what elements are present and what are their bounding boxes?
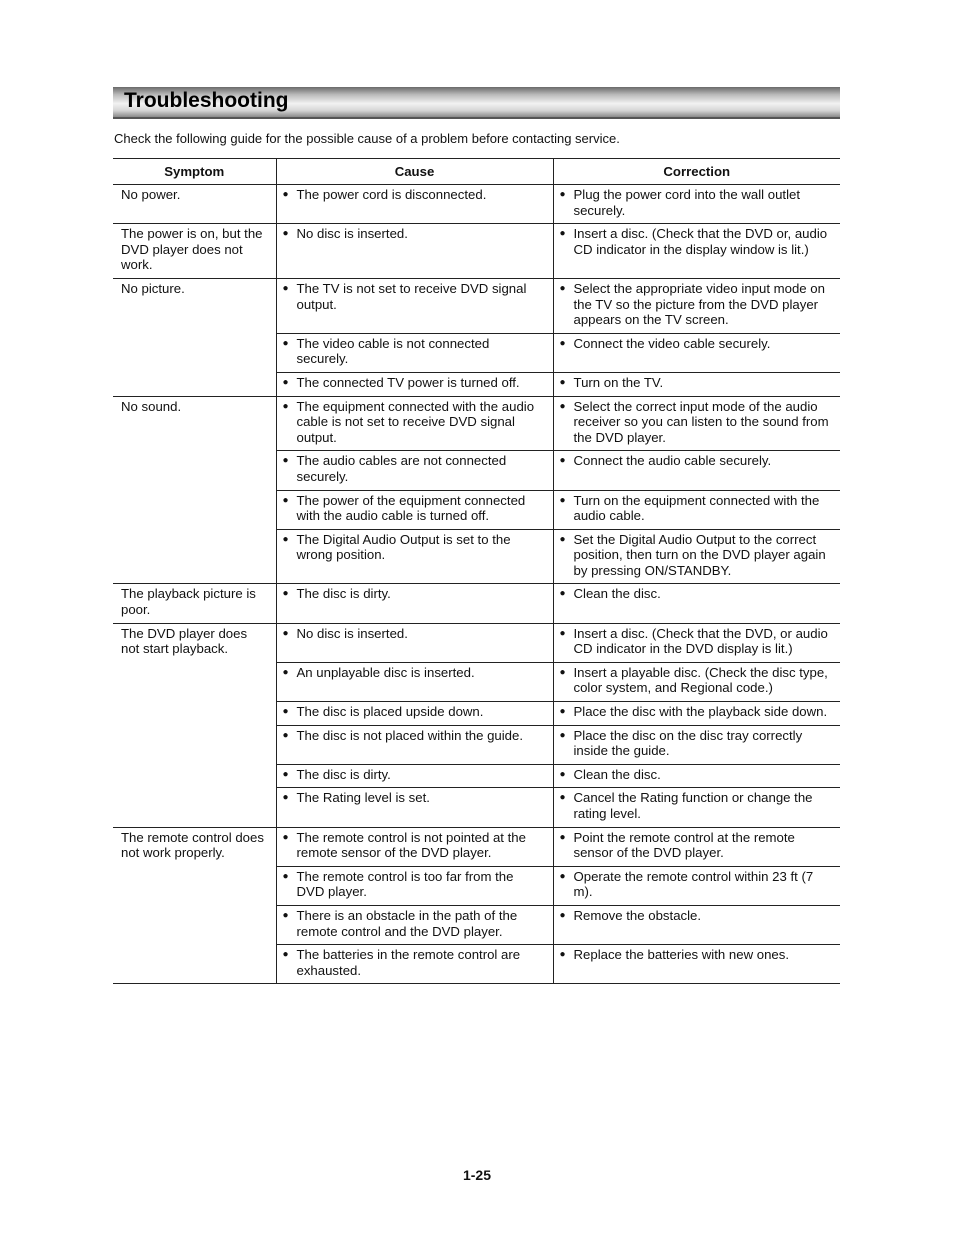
correction-text: Select the appropriate video input mode on the TV so the picture from the DVD player appears on the TV screen.: [573, 280, 825, 328]
cause-item: [283, 665, 545, 681]
table-row: [113, 278, 840, 333]
correction-item: [560, 830, 833, 861]
correction-item: [560, 704, 833, 720]
cause-text: The power of the equipment connected with the audio cable is turned off.: [296, 492, 526, 524]
cause-text: The audio cables are not connected securely.: [296, 453, 507, 484]
bullet-icon: ●: [559, 400, 566, 412]
correction-text: Cancel the Rating function or change the rating level.: [573, 790, 813, 821]
bullet-icon: ●: [282, 870, 289, 882]
cause-item: [283, 908, 545, 939]
correction-cell: [553, 529, 840, 584]
correction-text: Operate the remote control within 23 ft (7 m).: [573, 868, 814, 900]
correction-text: Insert a playable disc. (Check the disc type, color system, and Regional code.): [573, 664, 828, 696]
bullet-icon: ●: [559, 494, 566, 506]
cause-text: The disc is placed upside down.: [296, 704, 484, 720]
cause-cell: [276, 185, 553, 224]
bullet-icon: ●: [559, 729, 566, 741]
cause-text: There is an obstacle in the path of the remote control and the DVD player.: [296, 907, 518, 939]
cause-cell: [276, 584, 553, 623]
correction-text: Point the remote control at the remote sensor of the DVD player.: [573, 829, 795, 861]
cause-item: [283, 626, 545, 642]
cause-item: [283, 453, 545, 484]
cause-text: The disc is not placed within the guide.: [296, 727, 524, 743]
bullet-icon: ●: [559, 831, 566, 843]
cause-item: [283, 226, 545, 242]
table-body: [113, 185, 840, 984]
bullet-icon: ●: [559, 533, 566, 545]
correction-text: Plug the power cord into the wall outlet securely.: [573, 187, 801, 218]
bullet-icon: ●: [282, 768, 289, 780]
cause-cell: [276, 827, 553, 866]
cause-item: [283, 493, 545, 524]
cause-text: The power cord is disconnected.: [296, 187, 487, 202]
cause-cell: [276, 662, 553, 701]
cause-text: No disc is inserted.: [296, 625, 408, 641]
bullet-icon: ●: [282, 455, 289, 467]
symptom-header: Symptom: [113, 159, 276, 185]
bullet-icon: ●: [282, 588, 289, 600]
correction-text: Insert a disc. (Check that the DVD, or audio CD indicator in the DVD display is lit.): [573, 625, 828, 657]
correction-item: [560, 532, 833, 579]
bullet-icon: ●: [559, 768, 566, 780]
bullet-icon: ●: [282, 909, 289, 921]
bullet-icon: ●: [559, 337, 566, 349]
correction-cell: [553, 866, 840, 905]
cause-cell: [276, 788, 553, 827]
correction-cell: [553, 788, 840, 827]
bullet-icon: ●: [559, 627, 566, 639]
correction-cell: [553, 725, 840, 764]
correction-item: [560, 187, 833, 218]
page-title: Troubleshooting: [124, 89, 289, 112]
cause-cell: [276, 905, 553, 944]
correction-cell: [553, 584, 840, 623]
cause-cell: [276, 725, 553, 764]
bullet-icon: ●: [282, 494, 289, 506]
troubleshooting-table: [113, 158, 840, 984]
correction-cell: [553, 372, 840, 396]
correction-text: Place the disc with the playback side down.: [573, 704, 828, 720]
cause-text: The remote control is too far from the DVD player.: [296, 868, 514, 900]
cause-item: [283, 375, 545, 391]
symptom-cell: No power.: [113, 185, 276, 224]
cause-item: [283, 790, 545, 806]
correction-text: Clean the disc.: [573, 766, 661, 782]
bullet-icon: ●: [282, 706, 289, 718]
bullet-icon: ●: [559, 706, 566, 718]
correction-text: Place the disc on the disc tray correctly inside the guide.: [573, 727, 803, 759]
cause-cell: [276, 372, 553, 396]
cause-text: The disc is dirty.: [296, 586, 391, 602]
correction-cell: [553, 623, 840, 662]
table-row: [113, 584, 840, 623]
correction-item: [560, 947, 833, 963]
bullet-icon: ●: [559, 376, 566, 388]
correction-cell: [553, 278, 840, 333]
title-bar: [113, 87, 840, 119]
symptom-cell: No sound.: [113, 396, 276, 584]
correction-text: Connect the audio cable securely.: [573, 453, 772, 469]
correction-cell: [553, 333, 840, 372]
bullet-icon: ●: [282, 376, 289, 388]
correction-item: [560, 493, 833, 524]
correction-item: [560, 226, 833, 257]
correction-cell: [553, 945, 840, 984]
table-row: [113, 396, 840, 451]
correction-text: Connect the video cable securely.: [573, 335, 771, 351]
bullet-icon: ●: [282, 949, 289, 961]
cause-text: The video cable is not connected securely.: [296, 335, 490, 367]
bullet-icon: ●: [282, 228, 289, 240]
cause-cell: [276, 866, 553, 905]
cause-cell: [276, 224, 553, 279]
bullet-icon: ●: [282, 189, 289, 200]
correction-item: [560, 336, 833, 352]
correction-item: [560, 375, 833, 391]
correction-text: Turn on the TV.: [573, 374, 664, 390]
correction-header: Correction: [553, 159, 840, 185]
correction-item: [560, 728, 833, 759]
cause-cell: [276, 396, 553, 451]
bullet-icon: ●: [559, 282, 566, 294]
correction-cell: [553, 764, 840, 788]
correction-cell: [553, 490, 840, 529]
intro-text: Check the following guide for the possible cause of a problem before contacting service.: [114, 131, 620, 146]
cause-cell: [276, 278, 553, 333]
cause-cell: [276, 764, 553, 788]
correction-cell: [553, 224, 840, 279]
cause-item: [283, 187, 545, 203]
correction-text: Remove the obstacle.: [573, 907, 702, 923]
bullet-icon: ●: [559, 666, 566, 678]
correction-cell: [553, 451, 840, 490]
correction-cell: [553, 662, 840, 701]
table-row: [113, 623, 840, 662]
cause-item: [283, 281, 545, 312]
correction-item: [560, 453, 833, 469]
cause-item: [283, 704, 545, 720]
correction-text: Replace the batteries with new ones.: [573, 947, 790, 963]
bullet-icon: ●: [282, 533, 289, 545]
correction-cell: [553, 905, 840, 944]
bullet-icon: ●: [559, 909, 566, 921]
correction-cell: [553, 702, 840, 726]
cause-cell: [276, 490, 553, 529]
cause-text: No disc is inserted.: [296, 226, 408, 242]
bullet-icon: ●: [282, 831, 289, 843]
table-header-row: [113, 159, 840, 185]
bullet-icon: ●: [282, 337, 289, 349]
bullet-icon: ●: [282, 282, 289, 294]
bullet-icon: ●: [282, 627, 289, 639]
bullet-icon: ●: [559, 588, 566, 600]
correction-text: Set the Digital Audio Output to the correct position, then turn on the DVD player again by pressing ON/STANDBY.: [573, 531, 826, 578]
correction-item: [560, 767, 833, 783]
cause-item: [283, 728, 545, 744]
bullet-icon: ●: [559, 455, 566, 467]
cause-cell: [276, 945, 553, 984]
cause-text: The Digital Audio Output is set to the wrong position.: [296, 531, 511, 563]
cause-text: The connected TV power is turned off.: [296, 374, 520, 390]
cause-text: The disc is dirty.: [296, 766, 391, 782]
cause-cell: [276, 702, 553, 726]
cause-text: The remote control is not pointed at the remote sensor of the DVD player.: [296, 829, 526, 861]
cause-cell: [276, 529, 553, 584]
bullet-icon: ●: [559, 949, 566, 961]
table-row: [113, 185, 840, 224]
correction-text: Select the correct input mode of the audio receiver so you can listen to the sound from the DVD player.: [573, 398, 829, 445]
bullet-icon: ●: [559, 189, 566, 200]
cause-text: The equipment connected with the audio cable is not set to receive DVD signal output.: [296, 398, 535, 445]
cause-text: The Rating level is set.: [296, 790, 430, 806]
correction-item: [560, 869, 833, 900]
cause-cell: [276, 333, 553, 372]
cause-header: Cause: [276, 159, 553, 185]
cause-item: [283, 767, 545, 783]
bullet-icon: ●: [282, 666, 289, 678]
correction-text: Clean the disc.: [573, 586, 661, 602]
cause-cell: [276, 623, 553, 662]
cause-item: [283, 532, 545, 563]
correction-item: [560, 790, 833, 821]
cause-item: [283, 947, 545, 978]
correction-cell: [553, 185, 840, 224]
symptom-cell: No picture.: [113, 278, 276, 396]
correction-item: [560, 665, 833, 696]
correction-item: [560, 626, 833, 657]
symptom-cell: The remote control does not work properly.: [113, 827, 276, 984]
correction-cell: [553, 827, 840, 866]
bullet-icon: ●: [559, 792, 566, 804]
symptom-cell: The DVD player does not start playback.: [113, 623, 276, 827]
bullet-icon: ●: [282, 729, 289, 741]
cause-item: [283, 586, 545, 602]
table-row: [113, 224, 840, 279]
correction-item: [560, 586, 833, 602]
correction-cell: [553, 396, 840, 451]
cause-text: The batteries in the remote control are exhausted.: [296, 947, 521, 978]
correction-item: [560, 399, 833, 446]
page-number: 1-25: [462, 1167, 492, 1183]
bullet-icon: ●: [282, 400, 289, 412]
bullet-icon: ●: [559, 870, 566, 882]
cause-item: [283, 869, 545, 900]
symptom-cell: The power is on, but the DVD player does not work.: [113, 224, 276, 279]
correction-text: Insert a disc. (Check that the DVD or, audio CD indicator in the display window is lit.): [573, 226, 828, 257]
bullet-icon: ●: [282, 792, 289, 804]
cause-cell: [276, 451, 553, 490]
cause-text: The TV is not set to receive DVD signal output.: [296, 280, 527, 312]
cause-text: An unplayable disc is inserted.: [296, 664, 475, 680]
cause-item: [283, 830, 545, 861]
symptom-cell: The playback picture is poor.: [113, 584, 276, 623]
correction-item: [560, 908, 833, 924]
table-row: [113, 827, 840, 866]
cause-item: [283, 336, 545, 367]
correction-item: [560, 281, 833, 328]
correction-text: Turn on the equipment connected with the audio cable.: [573, 492, 820, 524]
cause-item: [283, 399, 545, 446]
bullet-icon: ●: [559, 228, 566, 240]
